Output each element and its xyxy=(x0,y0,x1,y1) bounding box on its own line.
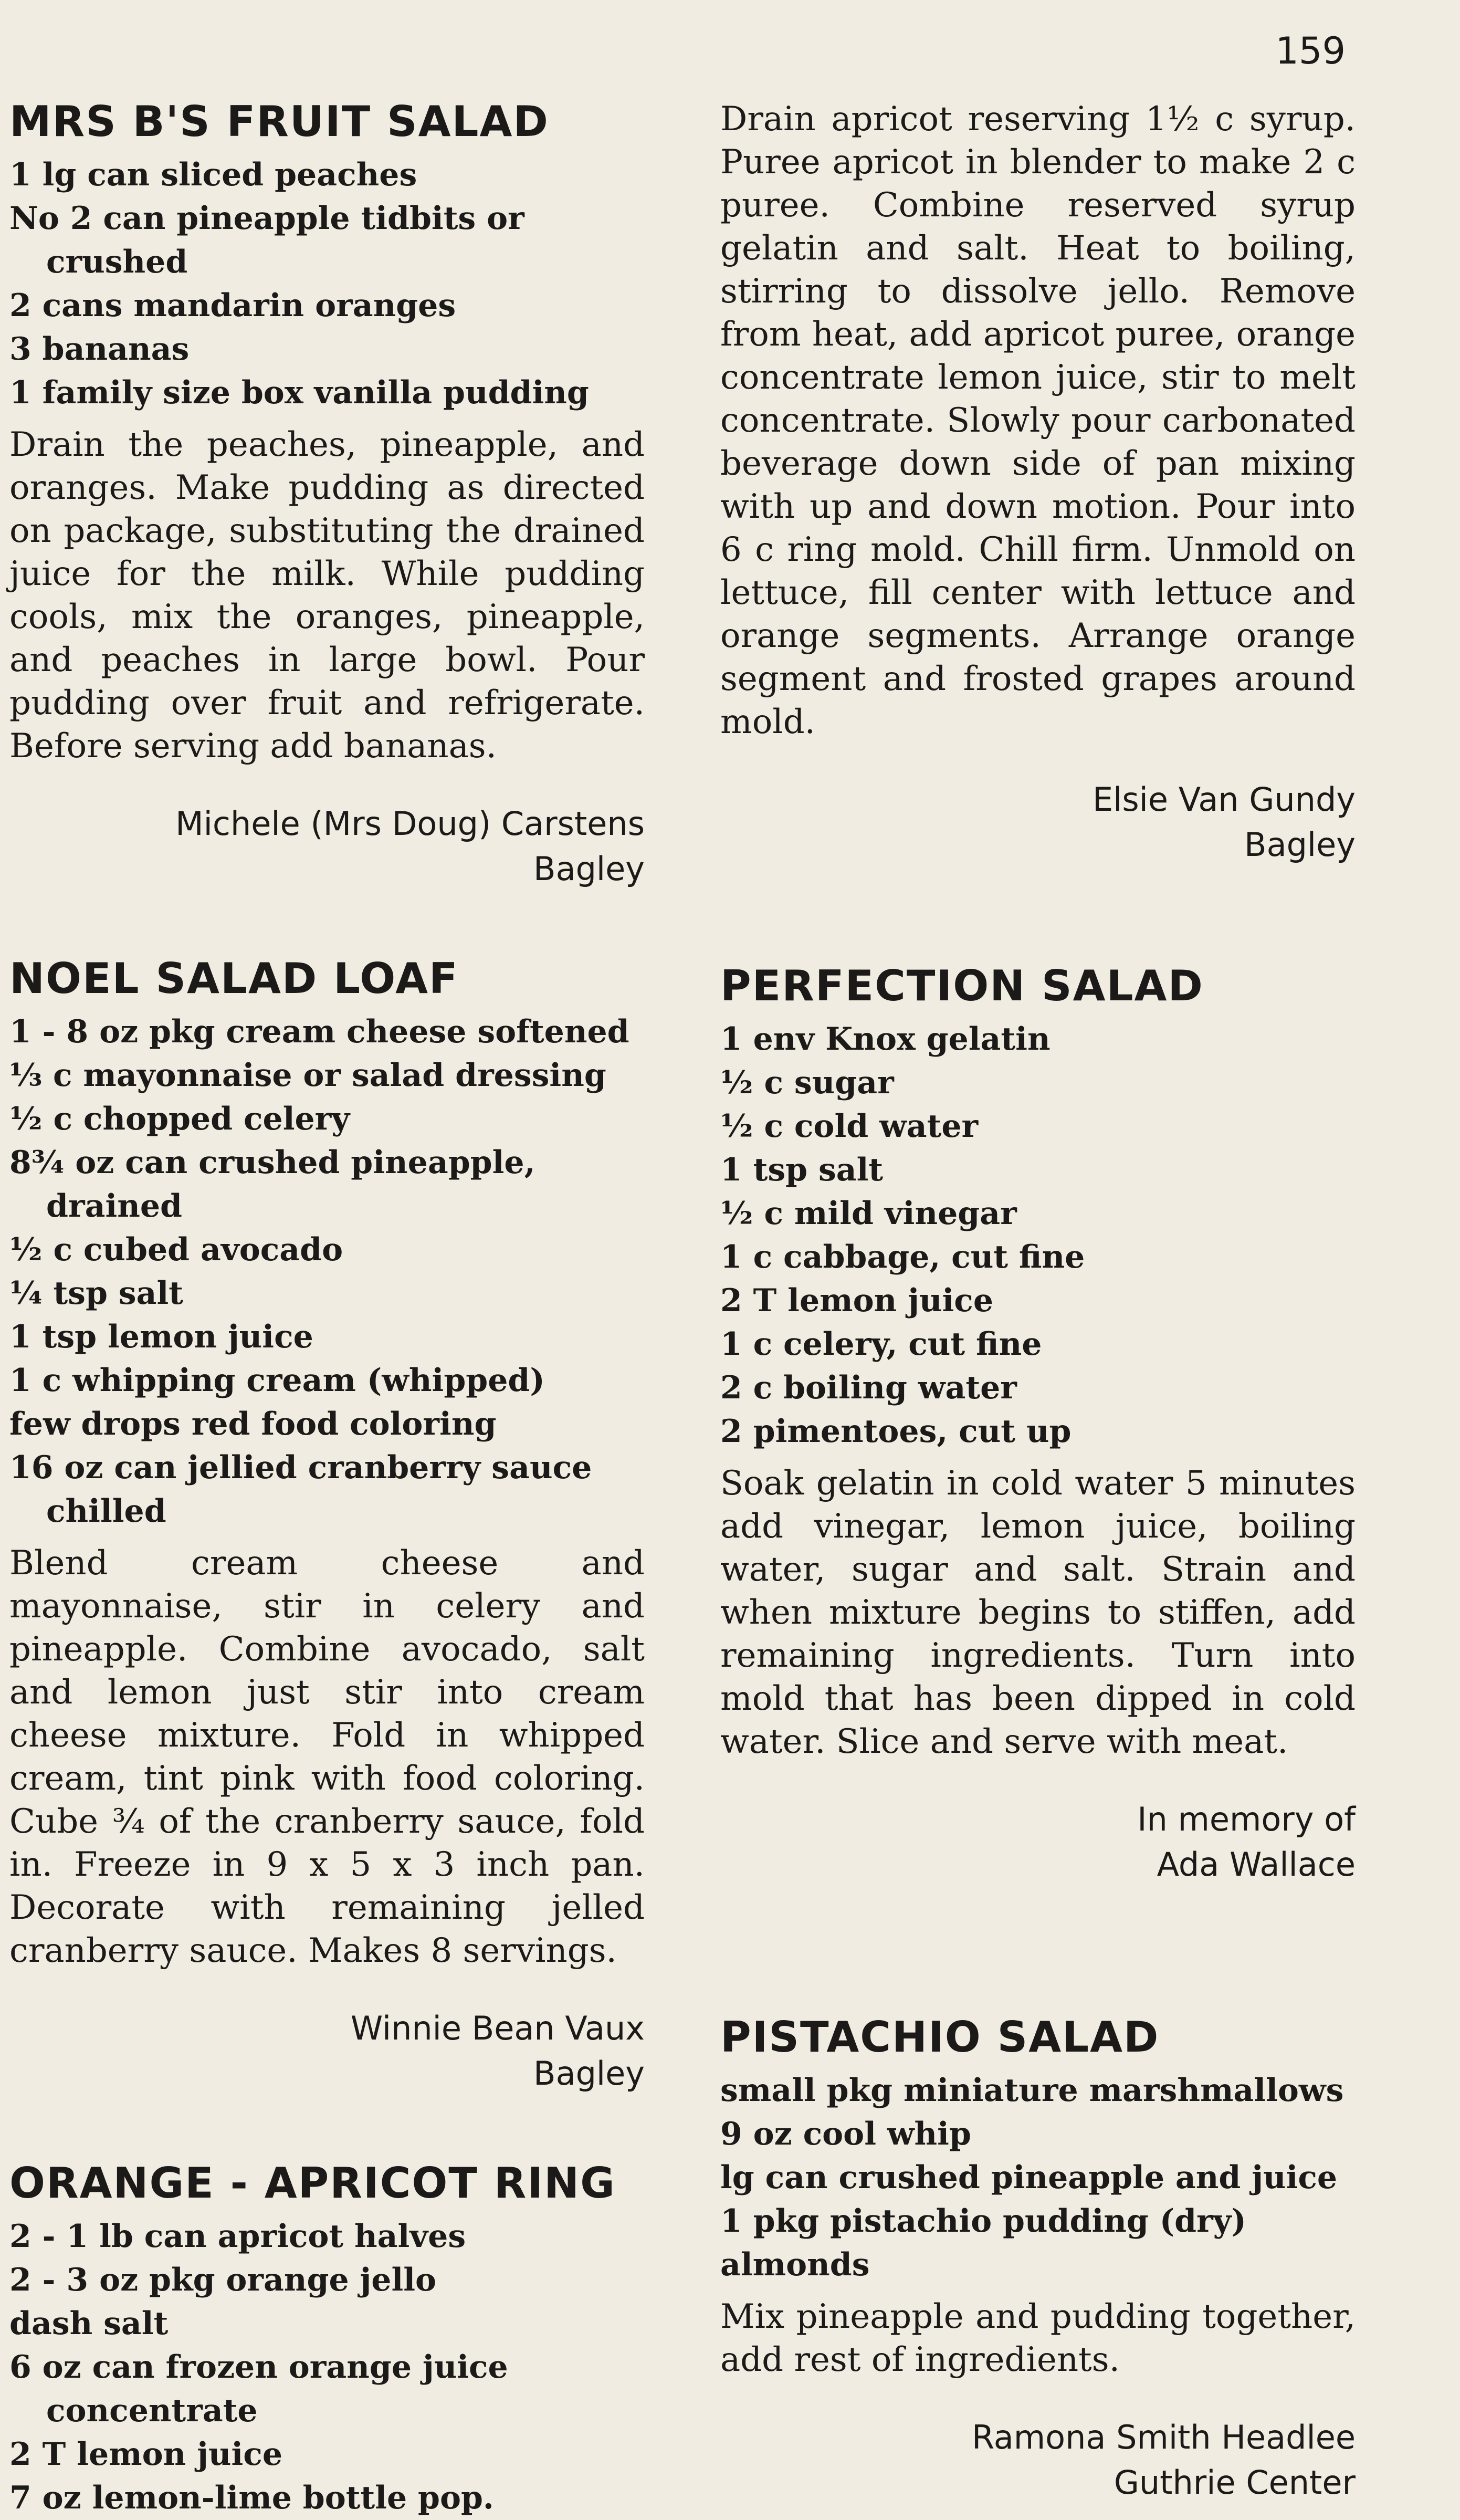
recipe-credit xyxy=(9,2006,645,2096)
ingredient: ½ c cubed avocado xyxy=(9,1231,343,1268)
recipe-orange-apricot-ring xyxy=(9,2159,645,2520)
right-column xyxy=(720,98,1356,2505)
credit-name: In memory of xyxy=(1137,1800,1356,1838)
recipe-directions: Mix pineapple and pudding together, add rest of ingredients. xyxy=(720,2297,1356,2379)
ingredient: few drops red food coloring xyxy=(9,1406,497,1442)
credit-name: Elsie Van Gundy xyxy=(1092,780,1356,819)
recipe-title: PISTACHIO SALAD xyxy=(720,2013,1160,2062)
ingredient: 1 family size box vanilla pudding xyxy=(9,374,589,411)
page-number: 159 xyxy=(1275,29,1346,72)
ingredient: ½ c chopped celery xyxy=(9,1101,350,1137)
ingredient: 3 bananas xyxy=(9,331,190,368)
ingredient: 16 oz can jellied cranberry sauce chilled xyxy=(9,1449,592,1530)
credit-town: Bagley xyxy=(1244,825,1356,864)
recipe-fruit-salad xyxy=(9,98,645,892)
recipe-credit xyxy=(720,777,1356,867)
ingredient-list xyxy=(9,1010,645,1533)
ingredient: 2 cans mandarin oranges xyxy=(9,287,456,324)
ingredient: ¼ tsp salt xyxy=(9,1275,183,1312)
ingredient-list xyxy=(720,2069,1356,2287)
ingredient: 7 oz lemon-lime bottle pop. xyxy=(9,2480,494,2516)
recipe-title: NOEL SALAD LOAF xyxy=(9,954,459,1003)
ingredient: 1 tsp salt xyxy=(720,1152,884,1188)
ingredient: 1 c whipping cream (whipped) xyxy=(9,1362,545,1399)
ingredient: 1 lg can sliced peaches xyxy=(9,156,417,193)
recipe-credit xyxy=(720,1797,1356,1887)
ingredient: 1 tsp lemon juice xyxy=(9,1319,313,1355)
ingredient-list xyxy=(9,2215,645,2520)
ingredient: ⅓ c mayonnaise or salad dressing xyxy=(9,1057,606,1094)
recipe-directions: Blend cream cheese and mayonnaise, stir in celery and pineapple. Combine avocado, salt and lemon just stir into cream cheese mixture. Fold in whipped cream, tint pink with food coloring. Cube ¾ of the cranberry sauce, fold in. Freeze in 9 x 5 x 3 inch pan. Decorate with remaining jelled cranberry sauce. Makes 8 servings. xyxy=(9,1544,645,1970)
credit-name: Michele (Mrs Doug) Carstens xyxy=(175,804,645,843)
recipe-title: ORANGE - APRICOT RING xyxy=(9,2159,616,2208)
ingredient: small pkg miniature marshmallows xyxy=(720,2072,1344,2109)
credit-town: Bagley xyxy=(533,2054,645,2093)
ingredient-list xyxy=(9,153,645,415)
recipe-credit xyxy=(720,2415,1356,2505)
recipe-perfection-salad xyxy=(720,962,1356,1887)
recipe-title: MRS B'S FRUIT SALAD xyxy=(9,97,549,146)
recipe-credit xyxy=(9,801,645,892)
ingredient: 2 pimentoes, cut up xyxy=(720,1413,1072,1450)
ingredient: 6 oz can frozen orange juice concentrate xyxy=(9,2349,508,2429)
ingredient: ½ c sugar xyxy=(720,1064,894,1101)
ingredient-list xyxy=(720,1018,1356,1454)
recipe-orange-apricot-ring-continued xyxy=(720,98,1356,867)
credit-town: Bagley xyxy=(533,850,645,888)
recipe-directions: Soak gelatin in cold water 5 minutes add vinegar, lemon juice, boiling water, sugar and salt. Strain and when mixture begins to stiffen, add remaining ingredients. Turn into mold that has been dipped in cold water. Slice and serve with meat. xyxy=(720,1464,1356,1761)
recipe-directions: Drain the peaches, pineapple, and oranges. Make pudding as directed on package, substituting the drained juice for the milk. While pudding cools, mix the oranges, pineapple, and peaches in large bowl. Pour pudding over fruit and refrigerate. Before serving add bananas. xyxy=(9,425,645,766)
ingredient: almonds xyxy=(720,2246,870,2283)
ingredient: 9 oz cool whip xyxy=(720,2116,971,2152)
recipe-directions: Drain apricot reserving 1½ c syrup. Puree apricot in blender to make 2 c puree. Combine reserved syrup gelatin and salt. Heat to boiling, stirring to dissolve jello. Remove from heat, add apricot puree, orange concentrate lemon juice, stir to melt concentrate. Slowly pour carbonated beverage down side of pan mixing with up and down motion. Pour into 6 c ring mold. Chill firm. Unmold on lettuce, fill center with lettuce and orange segments. Arrange orange segment and frosted grapes around mold. xyxy=(720,100,1356,741)
recipe-title: PERFECTION SALAD xyxy=(720,961,1204,1010)
ingredient: 2 T lemon juice xyxy=(720,1282,993,1319)
ingredient: 1 pkg pistachio pudding (dry) xyxy=(720,2203,1246,2240)
credit-town: Ada Wallace xyxy=(1157,1845,1356,1884)
ingredient: 2 - 3 oz pkg orange jello xyxy=(9,2262,437,2298)
ingredient: dash salt xyxy=(9,2305,169,2342)
credit-name: Ramona Smith Headlee xyxy=(972,2418,1356,2456)
ingredient: 1 c celery, cut fine xyxy=(720,1326,1042,1363)
recipe-pistachio-salad xyxy=(720,2013,1356,2505)
left-column xyxy=(9,98,645,2520)
ingredient: lg can crushed pineapple and juice xyxy=(720,2159,1338,2196)
ingredient: 2 c boiling water xyxy=(720,1369,1017,1406)
ingredient: 1 c cabbage, cut fine xyxy=(720,1239,1085,1275)
ingredient: ½ c mild vinegar xyxy=(720,1195,1017,1232)
ingredient: No 2 can pineapple tidbits or crushed xyxy=(9,200,524,280)
ingredient: 2 - 1 lb can apricot halves xyxy=(9,2218,466,2255)
ingredient: ½ c cold water xyxy=(720,1108,979,1145)
ingredient: 8¾ oz can crushed pineapple, drained xyxy=(9,1144,535,1225)
credit-name: Winnie Bean Vaux xyxy=(350,2009,645,2047)
ingredient: 1 env Knox gelatin xyxy=(720,1021,1051,1058)
credit-town: Guthrie Center xyxy=(1114,2463,1356,2502)
recipe-noel-salad-loaf xyxy=(9,955,645,2096)
ingredient: 2 T lemon juice xyxy=(9,2436,282,2473)
ingredient: 1 - 8 oz pkg cream cheese softened xyxy=(9,1013,629,1050)
